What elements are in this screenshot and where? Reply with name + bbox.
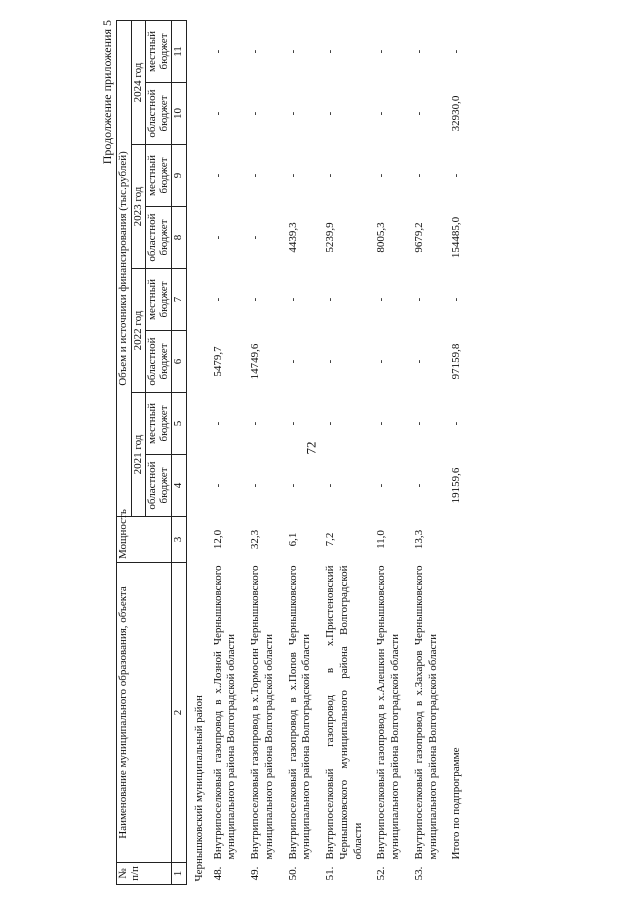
amount-cell: - [286,359,299,364]
amount-cell: 14749,6 [249,343,262,380]
col-number: 11 [172,21,187,83]
object-name: Внутрипоселковый газопровод в х.Лозной Чернышковского муниципального района Волгоградской области [211,565,238,860]
power-value: 6,1 [286,532,299,547]
header-power: Мощность [117,517,172,563]
col-number: 4 [172,455,187,517]
continuation-label: Продолжение приложения 5 [100,20,114,165]
amount-cell: - [211,235,224,240]
col-number: 9 [172,145,187,207]
total-row [449,21,465,885]
amount-cell: - [249,297,262,302]
table-row [323,21,366,885]
header-year: 2024 год [131,21,146,145]
amount-cell: - [412,483,425,488]
table-row [286,21,316,885]
table-row [211,21,241,885]
header-funding: Объем и источники финансирования (тыс.рублей) [117,21,132,517]
total-amount: - [450,421,463,426]
amount-cell: - [211,483,224,488]
total-power [449,517,465,563]
amount-cell: - [412,359,425,364]
amount-cell: - [324,421,337,426]
row-spacer [441,21,449,885]
amount-cell: - [211,173,224,178]
power-value: 32,3 [249,529,262,550]
rotated-table-stage [100,20,640,885]
header-no: № п/п [117,863,172,885]
header-regional: областной бюджет [146,83,172,145]
amount-cell: - [412,49,425,54]
amount-cell: 9679,2 [412,222,425,253]
col-number: 10 [172,83,187,145]
table-row [412,21,442,885]
col-number: 1 [172,863,187,885]
row-number: 50. [286,866,299,881]
amount-cell: 5239,9 [324,222,337,253]
header-regional: областной бюджет [146,207,172,269]
total-amount: 97159,8 [450,343,463,380]
row-number: 53. [412,866,425,881]
power-value: 11,0 [375,530,388,549]
header-local: местный бюджет [146,145,172,207]
amount-cell: - [211,49,224,54]
row-spacer [404,21,412,885]
row-number: 48. [211,866,224,881]
object-name: Внутрипоселковый газопровод в х.Тормосин Чернышковского муниципального района Волгоградской области [249,565,275,860]
amount-cell: - [286,421,299,426]
amount-cell: - [286,111,299,116]
total-label: Итого по подпрограмме [450,747,463,860]
amount-cell: - [211,297,224,302]
header-regional: областной бюджет [146,331,172,393]
financing-table [116,20,465,885]
header-year: 2021 год [131,393,146,517]
amount-cell: - [375,49,388,54]
total-blank [449,863,465,885]
amount-cell: - [412,111,425,116]
object-name: Внутрипоселковый газопровод в х.Пристеновский Чернышковского муниципального района Волгоградской области [324,565,364,860]
amount-cell: - [375,297,388,302]
amount-cell: - [211,111,224,116]
amount-cell: - [375,359,388,364]
total-amount: - [450,49,463,54]
total-amount: 154485,0 [450,216,463,259]
amount-cell: - [249,49,262,54]
total-amount: 32930,0 [450,95,463,132]
amount-cell: - [375,173,388,178]
table-row [248,21,278,885]
amount-cell: - [324,49,337,54]
table-body [186,21,465,885]
row-number: 49. [249,866,262,881]
amount-cell: 4439,3 [286,222,299,253]
amount-cell: - [324,297,337,302]
amount-cell: - [286,173,299,178]
object-name: Внутрипоселковый газопровод в х.Попов Чернышковского муниципального района Волгоградской области [286,565,313,860]
amount-cell: - [324,483,337,488]
header-name: Наименование муниципального образования, объекта [117,563,172,863]
header-local: местный бюджет [146,21,172,83]
amount-cell: 5479,7 [211,346,224,377]
amount-cell: 8005,3 [375,222,388,253]
header-year: 2022 год [131,269,146,393]
row-spacer [278,21,286,885]
col-number: 3 [172,517,187,563]
col-number: 6 [172,331,187,393]
table-row [374,21,404,885]
header-regional: областной бюджет [146,455,172,517]
total-amount: 19159,6 [450,467,463,504]
row-number: 51. [324,866,337,881]
amount-cell: - [375,421,388,426]
header-year: 2023 год [131,145,146,269]
amount-cell: - [412,173,425,178]
amount-cell: - [286,49,299,54]
header-local: местный бюджет [146,393,172,455]
header-local: местный бюджет [146,269,172,331]
amount-cell: - [249,111,262,116]
amount-cell: - [412,297,425,302]
power-value: 7,2 [324,532,337,547]
amount-cell: - [324,173,337,178]
power-value: 13,3 [412,529,425,550]
amount-cell: - [375,483,388,488]
col-number: 2 [172,563,187,863]
amount-cell: - [211,421,224,426]
page-number: 72 [303,441,319,455]
col-number: 5 [172,393,187,455]
object-name: Внутрипоселковый газопровод в х.Захаров Чернышковского муниципального района Волгоградской области [412,565,439,860]
district-heading: Чернышковский муниципальный район [192,695,205,882]
row-spacer [315,21,323,885]
object-name: Внутрипоселковый газопровод в х.Алешкин Чернышковского муниципального района Волгоградской области [375,565,402,860]
col-number: 7 [172,269,187,331]
amount-cell: - [412,421,425,426]
col-number: 8 [172,207,187,269]
power-value: 12,0 [211,529,224,550]
amount-cell: - [324,111,337,116]
amount-cell: - [375,111,388,116]
row-spacer [240,21,248,885]
amount-cell: - [249,421,262,426]
total-amount: - [450,173,463,178]
amount-cell: - [324,359,337,364]
amount-cell: - [286,483,299,488]
amount-cell: - [286,297,299,302]
total-amount: - [450,297,463,302]
amount-cell: - [249,483,262,488]
row-spacer [366,21,374,885]
row-number: 52. [375,866,388,881]
amount-cell: - [249,173,262,178]
amount-cell: - [249,235,262,240]
